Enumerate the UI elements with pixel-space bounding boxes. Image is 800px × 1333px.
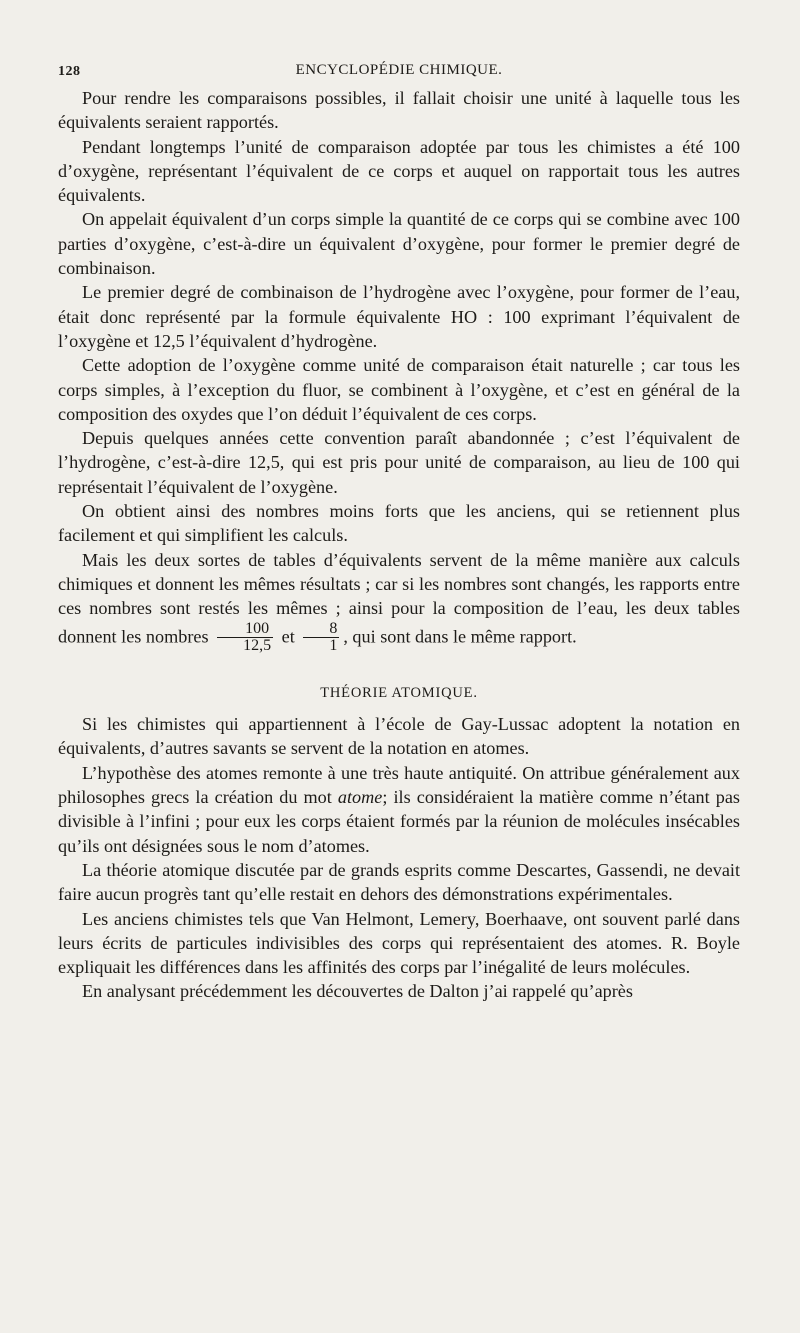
paragraph-equivalent-tables xyxy=(58,548,740,655)
atom-paragraph-text: L’hypothèse des atomes remonte à une très haute antiquité. On attribue généralement aux philosophes grecs la création du mot xyxy=(58,762,740,808)
fraction-denominator: 12,5 xyxy=(243,637,272,655)
fraction-100-over-12-5 xyxy=(217,621,273,656)
paragraph-unit-choice: Pour rendre les comparaisons possibles, il fallait choisir une unité à laquelle tous les équivalents seraient rapportés. xyxy=(58,88,740,133)
paragraph-oxygen-unit: Pendant longtemps l’unité de comparaison adoptée par tous les chimistes a été 100 d’oxygène, représentant l’équivalent de ce corps et auquel on rapportait tous les autres équivalents. xyxy=(58,136,740,206)
page-number: 128 xyxy=(58,64,81,79)
fraction-paragraph-ending: , qui sont dans le même rapport. xyxy=(343,626,577,646)
fraction-numerator: 100 xyxy=(217,621,273,639)
fraction-8-over-1 xyxy=(303,621,339,656)
paragraph-ancient-chemists: Les anciens chimistes tels que Van Helmont, Lemery, Boerhaave, ont souvent parlé dans leurs écrits de particules indivisibles des corps qui représentaient des atomes. R. Boyle expliquait les différences dans les affinités des corps par l’inégalité de leurs molécules. xyxy=(58,908,740,978)
paragraph-water-formula: Le premier degré de combinaison de l’hydrogène avec l’oxygène, pour former de l’eau, était donc représenté par la formule équivalente HO : 100 exprimant l’équivalent de l’oxygène et 12,5 l’équivalent d’hydrogène. xyxy=(58,282,740,351)
paragraph-smaller-numbers: On obtient ainsi des nombres moins forts que les anciens, qui se retiennent plus facilement et qui simplifient les calculs. xyxy=(58,501,740,546)
paragraph-dalton: En analysant précédemment les découvertes de Dalton j’ai rappelé qu’après xyxy=(82,981,633,1002)
italic-term-atome: atome xyxy=(337,787,383,808)
paragraph-atom-hypothesis xyxy=(58,761,740,858)
running-title: ENCYCLOPÉDIE CHIMIQUE. xyxy=(295,62,503,78)
paragraph-atom-notation: Si les chimistes qui appartiennent à l’école de Gay-Lussac adoptent la notation en équivalents, d’autres savants se servent de la notation en atomes. xyxy=(58,714,740,759)
fraction-numerator: 8 xyxy=(303,621,339,639)
fraction-conjunction: et xyxy=(281,626,295,646)
section-heading: THÉORIE ATOMIQUE. xyxy=(320,685,478,702)
atom-paragraph-ending: ; ils considéraient la matière comme n’étant pas divisible à l’infini ; pour eux les corps étaient formés par la réunion de molécules insécables qu’ils ont désignées sous le nom d’atomes. xyxy=(58,787,741,856)
fraction-paragraph-text: Mais les deux sortes de tables d’équivalents servent de la même manière aux calculs chimiques et donnent les mêmes résultats ; car si les nombres sont changés, les rapports entre ces nombres sont restés les mêmes ; ainsi pour la composition de l’eau, les deux tables donnent les nombres xyxy=(58,549,740,646)
paragraph-hydrogen-convention: Depuis quelques années cette convention paraît abandonnée ; c’est l’équivalent de l’hydrogène, c’est-à-dire 12,5, qui est pris pour unité de comparaison, au lieu de 100 qui représentait l’équivalent de l’oxygène. xyxy=(58,428,740,497)
body-text xyxy=(58,86,740,1004)
paragraph-descartes-gassendi: La théorie atomique discutée par de grands esprits comme Descartes, Gassendi, ne devait faire aucun progrès tant qu’elle restait en dehors des démonstrations expérimentales. xyxy=(58,859,740,905)
paragraph-equivalent-definition: On appelait équivalent d’un corps simple la quantité de ce corps qui se combine avec 100 parties d’oxygène, c’est-à-dire un équivalent d’oxygène, pour former le premier degré de combinaison. xyxy=(58,209,740,279)
running-head xyxy=(58,62,740,86)
fraction-denominator: 1 xyxy=(329,637,338,655)
paragraph-oxygen-adoption: Cette adoption de l’oxygène comme unité de comparaison était naturelle ; car tous les corps simples, à l’exception du fluor, se combinent à l’oxygène, et c’est en général de la composition des oxydes que l’on déduit l’équivalent de ces corps. xyxy=(58,355,740,424)
